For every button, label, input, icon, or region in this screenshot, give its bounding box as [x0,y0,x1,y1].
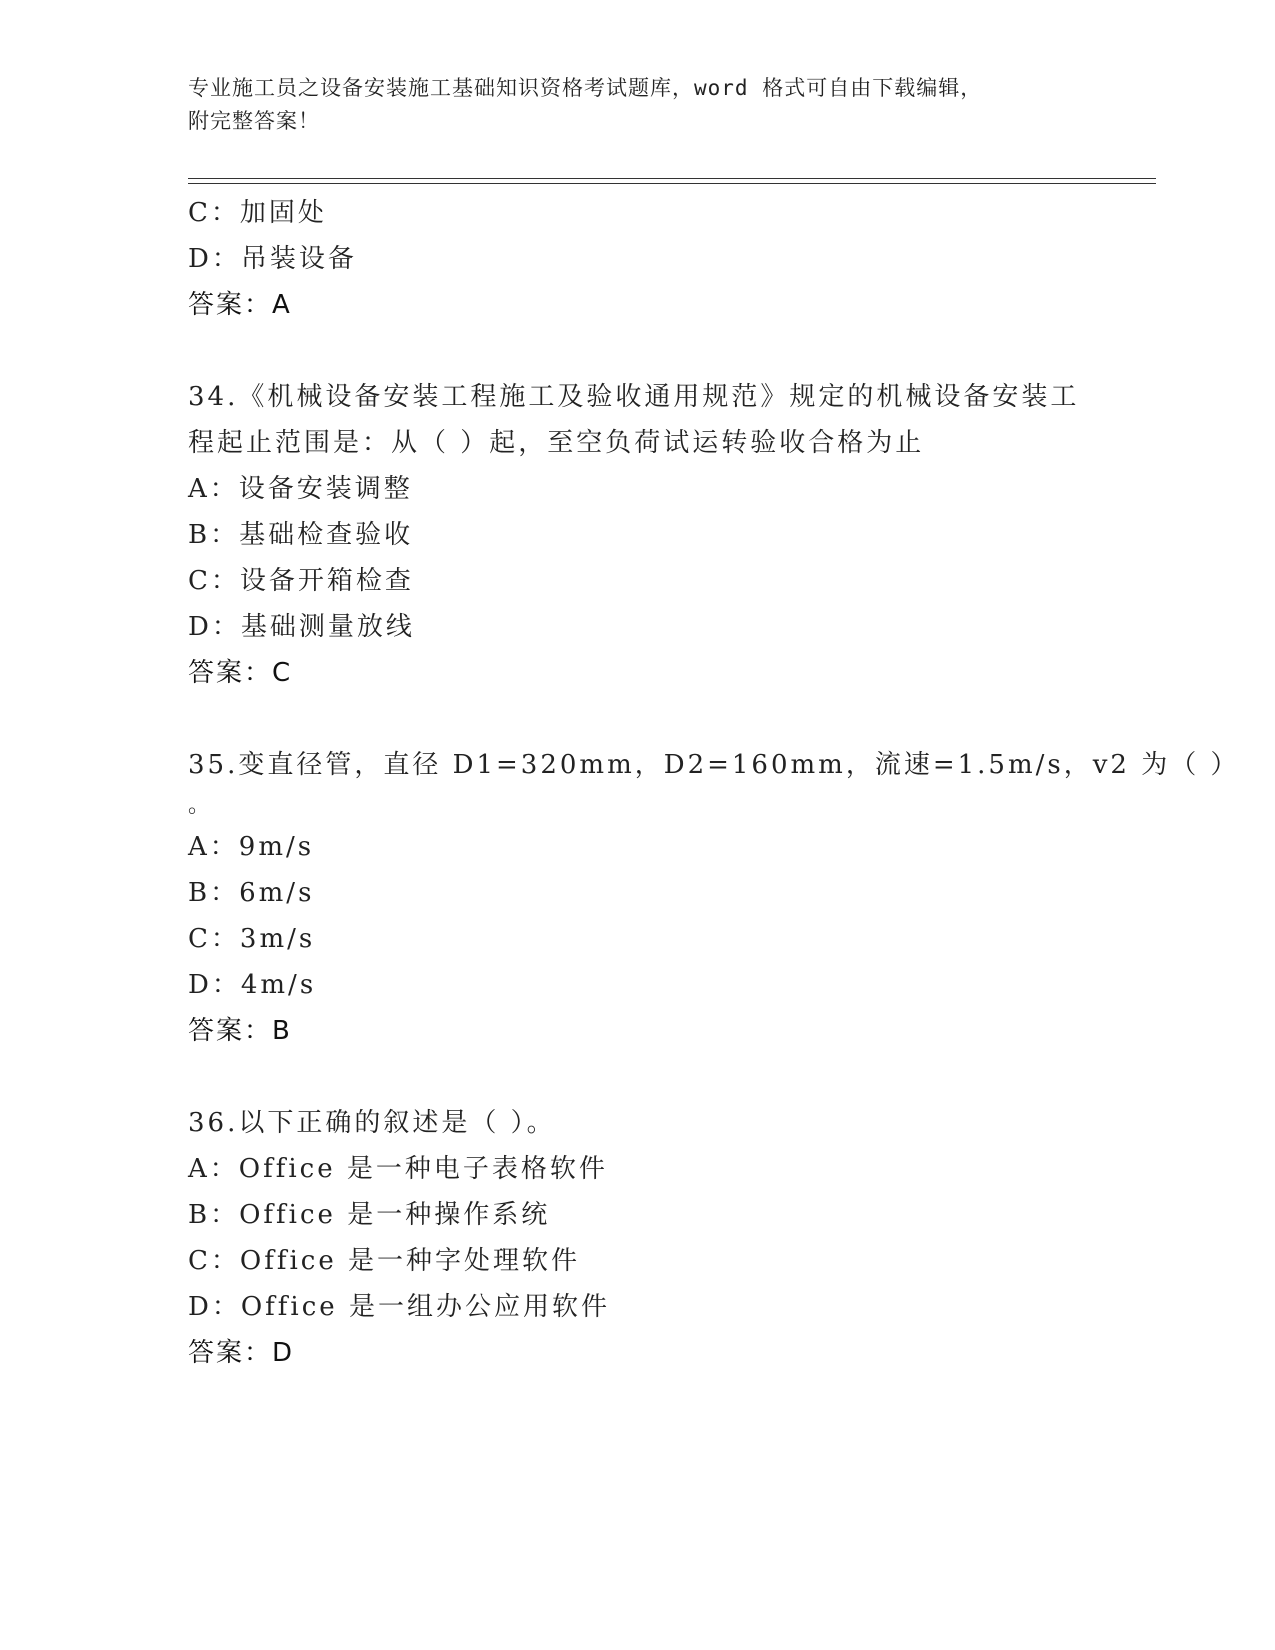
option-b: B：Office 是一种操作系统 [188,1200,551,1230]
option-c: C：加固处 [188,198,327,228]
spacer [188,696,1088,742]
question-stem-line: 。 [188,793,214,818]
option-d: D：Office 是一组办公应用软件 [188,1292,610,1322]
option-c: C：设备开箱检查 [188,566,414,596]
option-d: D：基础测量放线 [188,612,415,642]
answer-line: 答案：A [188,290,292,320]
question-stem-line: 程起止范围是：从（ ）起，至空负荷试运转验收合格为止 [188,428,925,458]
option-a: A：Office 是一种电子表格软件 [188,1154,608,1184]
question-stem-line: 34.《机械设备安装工程施工及验收通用规范》规定的机械设备安装工 [188,382,1080,412]
question-33-tail [188,190,1088,328]
spacer [188,1054,1088,1100]
answer-line: 答案：D [188,1338,295,1368]
question-35 [188,742,1240,1054]
answer-line: 答案：B [188,1016,292,1046]
option-d: D：4m/s [188,970,317,1000]
option-a: A：设备安装调整 [188,474,413,504]
option-c: C：3m/s [188,924,316,954]
answer-line: 答案：C [188,658,293,688]
question-34 [188,374,1088,696]
header-title-line2: 附完整答案！ [188,109,320,133]
spacer [188,328,1088,374]
option-a: A：9m/s [188,832,315,862]
option-b: B：基础检查验收 [188,520,414,550]
header-title-line1: 专业施工员之设备安装施工基础知识资格考试题库，word 格式可自由下载编辑， [188,76,983,100]
page-header [188,72,1068,138]
question-stem-line: 35.变直径管，直径 D1=320mm，D2=160mm，流速=1.5m/s，v2 为（ ） [188,750,1240,780]
header-divider [188,178,1156,184]
option-c: C：Office 是一种字处理软件 [188,1246,580,1276]
option-d: D：吊装设备 [188,244,357,274]
option-b: B：6m/s [188,878,315,908]
question-stem-line: 36.以下正确的叙述是（ ）。 [188,1108,556,1138]
document-body [188,190,1240,1376]
question-36 [188,1100,1088,1376]
